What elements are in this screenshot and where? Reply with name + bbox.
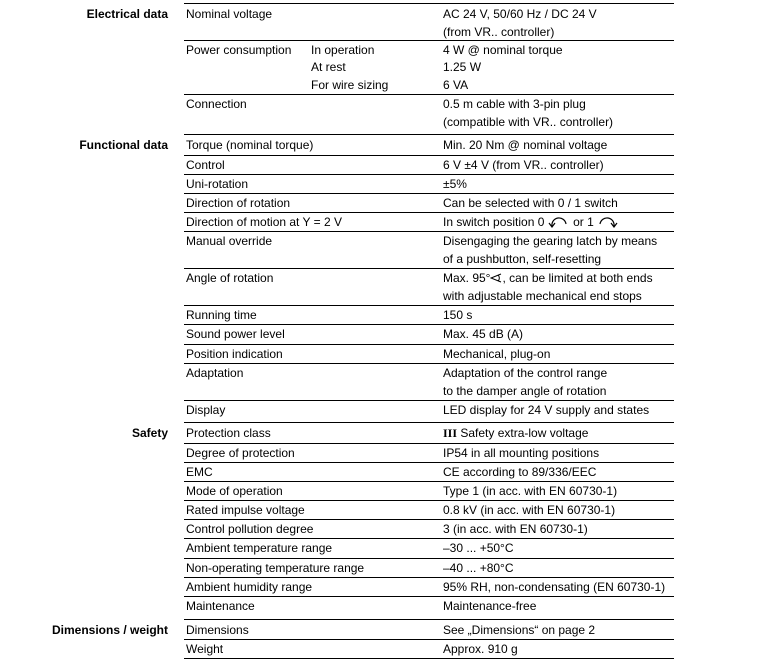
row-divider xyxy=(184,344,674,345)
row-divider xyxy=(184,443,674,444)
spec-value: of a pushbutton, self-resetting xyxy=(443,252,602,266)
spec-value: (from VR.. controller) xyxy=(443,25,555,39)
spec-label: Weight xyxy=(186,642,224,656)
spec-label: Direction of rotation xyxy=(186,196,291,210)
row-divider xyxy=(184,422,674,423)
table-bottom-rule xyxy=(184,658,674,659)
spec-label: Torque (nominal torque) xyxy=(186,138,314,152)
spec-sublabel: At rest xyxy=(311,60,346,74)
spec-label: Ambient temperature range xyxy=(186,541,333,555)
angle-max-text: Max. 95° xyxy=(443,271,491,285)
spec-label: Power consumption xyxy=(186,43,292,57)
angle-symbol-icon xyxy=(490,272,502,284)
spec-value: Adaptation of the control range xyxy=(443,366,608,380)
spec-value: 0.8 kV (in acc. with EN 60730-1) xyxy=(443,503,616,517)
spec-value: 1.25 W xyxy=(443,60,482,74)
row-divider xyxy=(184,231,674,232)
row-divider xyxy=(184,538,674,539)
spec-label: Adaptation xyxy=(186,366,244,380)
spec-value: 150 s xyxy=(443,308,473,322)
spec-value: to the damper angle of rotation xyxy=(443,384,607,398)
spec-sublabel: In operation xyxy=(311,43,375,57)
spec-value: 95% RH, non-condensating (EN 60730-1) xyxy=(443,580,666,594)
row-divider xyxy=(184,500,674,501)
spec-value: 0.5 m cable with 3-pin plug xyxy=(443,97,586,111)
section-heading-safety: Safety xyxy=(131,426,168,440)
row-divider xyxy=(184,134,674,135)
row-divider xyxy=(184,193,674,194)
spec-label: Direction of motion at Y = 2 V xyxy=(186,215,342,229)
spec-label: Manual override xyxy=(186,234,273,248)
spec-value: Can be selected with 0 / 1 switch xyxy=(443,196,618,210)
spec-label: Non-operating temperature range xyxy=(186,561,365,575)
section-heading-electrical: Electrical data xyxy=(86,7,168,21)
spec-value: Approx. 910 g xyxy=(443,642,518,656)
spec-value: –40 ... +80°C xyxy=(443,561,514,575)
spec-value: Type 1 (in acc. with EN 60730-1) xyxy=(443,484,618,498)
direction-position-0-text: In switch position 0 xyxy=(443,215,545,229)
spec-value xyxy=(443,270,653,286)
row-divider xyxy=(184,596,674,597)
spec-label: Sound power level xyxy=(186,327,285,341)
row-divider xyxy=(184,212,674,213)
spec-value: 6 V ±4 V (from VR.. controller) xyxy=(443,158,604,172)
row-divider xyxy=(184,462,674,463)
spec-value: Disengaging the gearing latch by means xyxy=(443,234,658,248)
row-divider xyxy=(184,519,674,520)
row-divider xyxy=(184,619,674,620)
spec-value xyxy=(443,425,588,441)
spec-value: Max. 45 dB (A) xyxy=(443,327,524,341)
row-divider xyxy=(184,3,674,4)
row-divider xyxy=(184,363,674,364)
protection-class-text: Safety extra-low voltage xyxy=(460,426,589,440)
row-divider xyxy=(184,400,674,401)
counterclockwise-arrow-icon xyxy=(548,216,570,228)
spec-label: Dimensions xyxy=(186,623,249,637)
spec-sublabel: For wire sizing xyxy=(311,78,389,92)
angle-limit-text: , can be limited at both ends xyxy=(502,271,653,285)
row-divider xyxy=(184,558,674,559)
spec-value: 3 (in acc. with EN 60730-1) xyxy=(443,522,588,536)
spec-label: EMC xyxy=(186,465,213,479)
row-divider xyxy=(184,94,674,95)
spec-label: Nominal voltage xyxy=(186,7,273,21)
spec-label: Maintenance xyxy=(186,599,255,613)
spec-label: Protection class xyxy=(186,426,271,440)
spec-label: Angle of rotation xyxy=(186,271,274,285)
spec-label: Control xyxy=(186,158,225,172)
spec-label: Control pollution degree xyxy=(186,522,314,536)
spec-label: Display xyxy=(186,403,226,417)
spec-label: Position indication xyxy=(186,347,283,361)
spec-value: Maintenance-free xyxy=(443,599,537,613)
spec-value: with adjustable mechanical end stops xyxy=(443,289,642,303)
row-divider xyxy=(184,174,674,175)
spec-value: ±5% xyxy=(443,177,467,191)
clockwise-arrow-icon xyxy=(597,216,619,228)
spec-label: Connection xyxy=(186,97,247,111)
section-heading-dimensions: Dimensions / weight xyxy=(51,623,168,637)
spec-value: Mechanical, plug-on xyxy=(443,347,551,361)
row-divider xyxy=(184,155,674,156)
spec-value: 6 VA xyxy=(443,78,469,92)
row-divider xyxy=(184,305,674,306)
spec-value: CE according to 89/336/EEC xyxy=(443,465,597,479)
row-divider xyxy=(184,481,674,482)
spec-value: IP54 in all mounting positions xyxy=(443,446,600,460)
spec-value: –30 ... +50°C xyxy=(443,541,514,555)
spec-value: AC 24 V, 50/60 Hz / DC 24 V xyxy=(443,7,597,21)
row-divider xyxy=(184,639,674,640)
row-divider xyxy=(184,40,674,41)
row-divider xyxy=(184,324,674,325)
spec-value: LED display for 24 V supply and states xyxy=(443,403,650,417)
spec-value: 4 W @ nominal torque xyxy=(443,43,563,57)
row-divider xyxy=(184,577,674,578)
spec-label: Uni-rotation xyxy=(186,177,249,191)
spec-value: Min. 20 Nm @ nominal voltage xyxy=(443,138,608,152)
spec-value: See „Dimensions“ on page 2 xyxy=(443,623,596,637)
spec-label: Rated impulse voltage xyxy=(186,503,305,517)
spec-label: Mode of operation xyxy=(186,484,283,498)
spec-value xyxy=(443,214,619,230)
spec-value: (compatible with VR.. controller) xyxy=(443,115,614,129)
section-heading-functional: Functional data xyxy=(79,138,168,152)
protection-class-symbol: III xyxy=(443,426,458,440)
row-divider xyxy=(184,268,674,269)
spec-label: Degree of protection xyxy=(186,446,295,460)
spec-label: Running time xyxy=(186,308,257,322)
direction-position-1-text: or 1 xyxy=(573,215,594,229)
spec-label: Ambient humidity range xyxy=(186,580,313,594)
